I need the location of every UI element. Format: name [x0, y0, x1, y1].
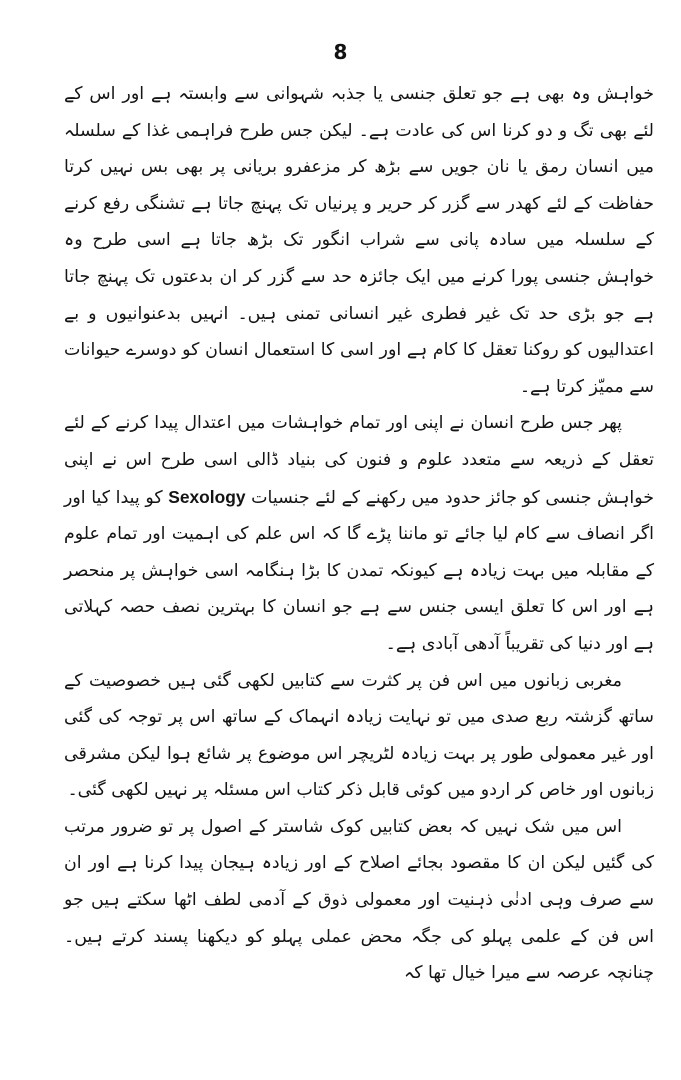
paragraph-2-part-1: پھر جس طرح انسان نے اپنی اور تمام خواہشات میں اعتدال پیدا کرنے کے لئے تعقل کے ذریعہ سے متعدد علوم و فنون کی بنیاد ڈالی اسی طرح اس نے اپنی خواہش جنسی کو جائز حدود میں رکھنے کے لئے جنسیات [64, 413, 654, 508]
english-term-sexology: Sexology [168, 486, 246, 507]
paragraph-2-part-2: کو پیدا کیا اور اگر انصاف سے کام لیا جائے تو ماننا پڑے گا کہ اس علم کی اہمیت اور تمام علوم کے مقابلہ میں بہت زیادہ ہے کیونکہ تمدن کا بڑا ہنگامہ اسی خواہش پر منحصر ہے اور اس کا تعلق ایسی جنس سے ہے جو انسان کا بہترین نصف حصہ کہلاتی ہے اور دنیا کی تقریباً آدھی آبادی ہے۔ [64, 487, 654, 654]
paragraph-1: خواہش وہ بھی ہے جو تعلق جنسی یا جذبہ شہوانی سے وابستہ ہے اور اس کے لئے بھی تگ و دو کرنا اس کی عادت ہے۔ لیکن جس طرح فراہمی غذا کے سلسلہ میں انسان رمق یا نان جویں سے بڑھ کر مزعفرو بریانی پر بھی بس نہیں کرتا حفاظت کے لئے کھدر سے گزر کر حریر و پرنیاں تک پہنچ جاتا ہے تشنگی رفع کرنے کے سلسلہ میں سادہ پانی سے شراب انگور تک بڑھ جاتا ہے اسی طرح وہ خواہش جنسی پورا کرنے میں ایک جائزہ حد سے گزر کر ان بدعتوں تک پہنچ جاتا ہے جو بڑی حد تک غیر فطری غیر انسانی تمنی ہیں۔ انہیں بدعنوانیوں و بے اعتدالیوں کو روکنا تعقل کا کام ہے اور اسی کا استعمال انسان کو دوسرے حیوانات سے ممیّز کرتا ہے۔ [64, 84, 654, 397]
paragraph-3: مغربی زبانوں میں اس فن پر کثرت سے کتابیں لکھی گئی ہیں خصوصیت کے ساتھ گزشتہ ربع صدی میں تو نہایت زیادہ انہماک کے ساتھ اس پر توجہ کی گئی اور غیر معمولی طور پر بہت زیادہ لٹریچر اس موضوع پر شائع ہوا لیکن مشرقی زبانوں اور خاص کر اردو میں کوئی قابل ذکر کتاب اس مسئلہ پر نہیں لکھی گئی۔ [64, 670, 654, 801]
page-number: 8 [333, 40, 348, 64]
paragraph-4: اس میں شک نہیں کہ بعض کتابیں کوک شاستر کے اصول پر تو ضرور مرتب کی گئیں لیکن ان کا مقصود بجائے اصلاح کے اور زیادہ ہیجان پیدا کرنا ہے اور ان سے صرف وہی ادنٰی ذہنیت اور معمولی ذوق کے آدمی لطف اٹھا سکتے ہیں جو اس فن کے علمی پہلو کی جگہ محض عملی پہلو کو دیکھنا پسند کرتے ہیں۔ چنانچہ عرصہ سے میرا خیال تھا کہ [64, 816, 654, 984]
paragraph-2 [64, 405, 654, 662]
page-body [64, 76, 654, 992]
